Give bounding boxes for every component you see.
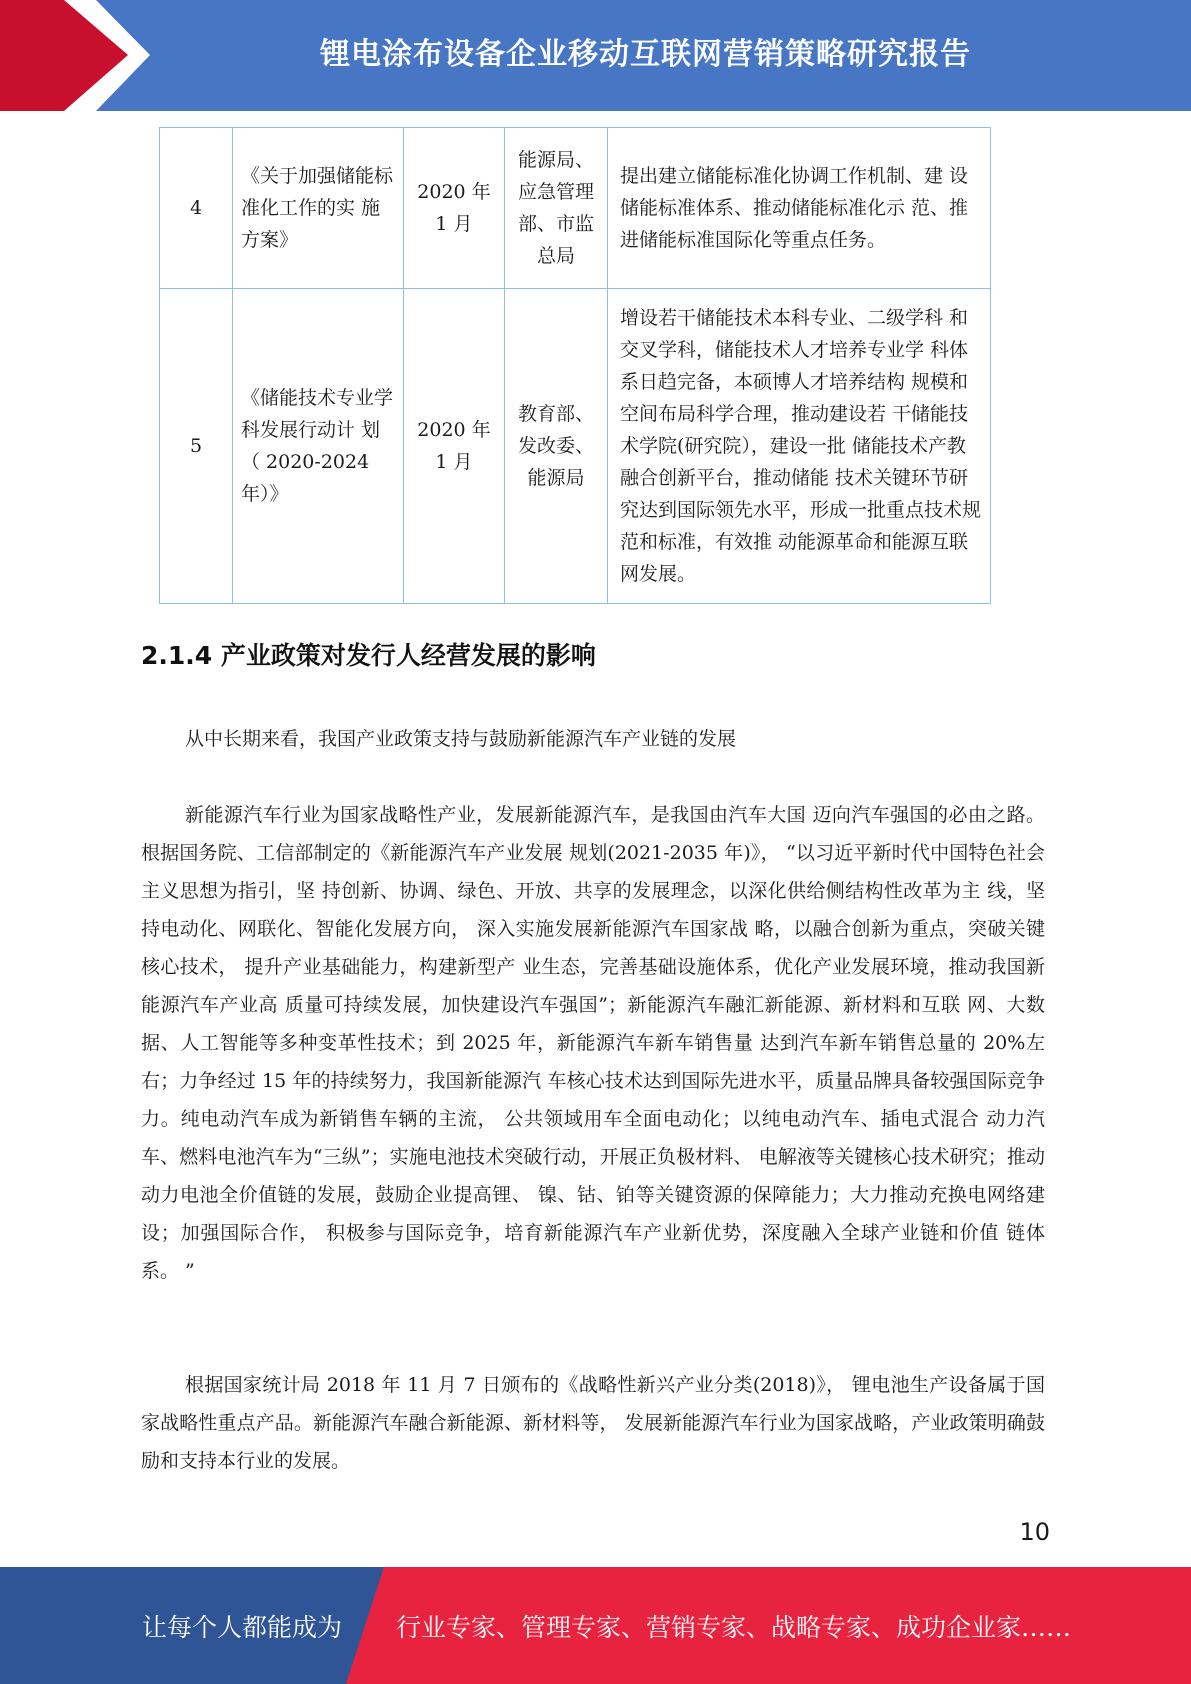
section-heading: 2.1.4 产业政策对发行人经营发展的影响 bbox=[141, 641, 596, 670]
policy-table bbox=[159, 127, 991, 604]
policy-name: 《储能技术专业学科发展行动计 划（ 2020-2024 年）》 bbox=[233, 289, 404, 604]
issue-date: 2020 年 1 月 bbox=[404, 128, 505, 289]
header-banner bbox=[0, 0, 1191, 111]
table-row bbox=[160, 128, 991, 289]
footer-banner bbox=[0, 1567, 1191, 1684]
row-number: 4 bbox=[160, 128, 233, 289]
page-number: 10 bbox=[1019, 1518, 1050, 1546]
header-chevron-decoration bbox=[0, 0, 150, 111]
issuing-department: 教育部、发改委、能源局 bbox=[505, 289, 608, 604]
issuing-department: 能源局、应急管理部、市监总局 bbox=[505, 128, 608, 289]
footer-slogan-left: 让每个人都能成为 bbox=[142, 1612, 343, 1642]
body-paragraph: 从中长期来看，我国产业政策支持与鼓励新能源汽车产业链的发展 bbox=[185, 728, 737, 750]
table-row bbox=[160, 289, 991, 604]
body-paragraph: 根据国家统计局 2018 年 11 月 7 日颁布的《战略性新兴产业分类(2018)》， 锂电池生产设备属于国家战略性重点产品。新能源汽车融合新能源、新材料等， 发展新能源汽车行业为国家战略，产业政策明确鼓励和支持本行业的发展。 bbox=[141, 1374, 1045, 1472]
row-number: 5 bbox=[160, 289, 233, 604]
issue-date: 2020 年 1 月 bbox=[404, 289, 505, 604]
policy-content: 提出建立储能标准化协调工作机制、建 设储能标准体系、推动储能标准化示 范、推进储能标准国际化等重点任务。 bbox=[608, 128, 991, 289]
policy-content: 增设若干储能技术本科专业、二级学科 和交叉学科，储能技术人才培养专业学 科体系日趋完备，本硕博人才培养结构 规模和空间布局科学合理，推动建设若 干储能技术学院(研究院），建设一批 储能技术产教融合创新平台，推动储能 技术关键环节研究达到国际领先水平，形成一批重点技术规范和标准，有效推 动能源革命和能源互联网发展。 bbox=[608, 289, 991, 604]
footer-slogan-right: 行业专家、管理专家、营销专家、战略专家、成功企业家…… bbox=[396, 1612, 1072, 1642]
policy-name: 《关于加强储能标准化工作的实 施方案》 bbox=[233, 128, 404, 289]
body-paragraph: 新能源汽车行业为国家战略性产业，发展新能源汽车，是我国由汽车大国 迈向汽车强国的必由之路。根据国务院、工信部制定的《新能源汽车产业发展 规划(2021-2035 年)》， “以习近平新时代中国特色社会主义思想为指引，坚 持创新、协调、绿色、开放、共享的发展理念，以深化供给侧结构性改革为主 线，坚持电动化、网联化、智能化发展方向， 深入实施发展新能源汽车国家战 略，以融合创新为重点，突破关键核心技术， 提升产业基础能力，构建新型产 业生态，完善基础设施体系，优化产业发展环境，推动我国新能源汽车产业高 质量可持续发展，加快建设汽车强国”；新能源汽车融汇新能源、新材料和互联 网、大数据、人工智能等多种变革性技术；到 2025 年，新能源汽车新车销售量 达到汽车新车销售总量的 20%左右；力争经过 15 年的持续努力，我国新能源汽 车核心技术达到国际先进水平，质量品牌具备较强国际竞争力。纯电动汽车成为新销售车辆的主流， 公共领域用车全面电动化；以纯电动汽车、插电式混合 动力汽车、燃料电池汽车为“三纵”；实施电池技术突破行动，开展正负极材料、 电解液等关键核心技术研究；推动动力电池全价值链的发展，鼓励企业提高锂、 镍、钴、铂等关键资源的保障能力；大力推动充换电网络建设；加强国际合作， 积极参与国际竞争，培育新能源汽车产业新优势，深度融入全球产业链和价值 链体系。 ” bbox=[141, 804, 1045, 1282]
report-title: 锂电涂布设备企业移动互联网营销策略研究报告 bbox=[320, 37, 971, 72]
